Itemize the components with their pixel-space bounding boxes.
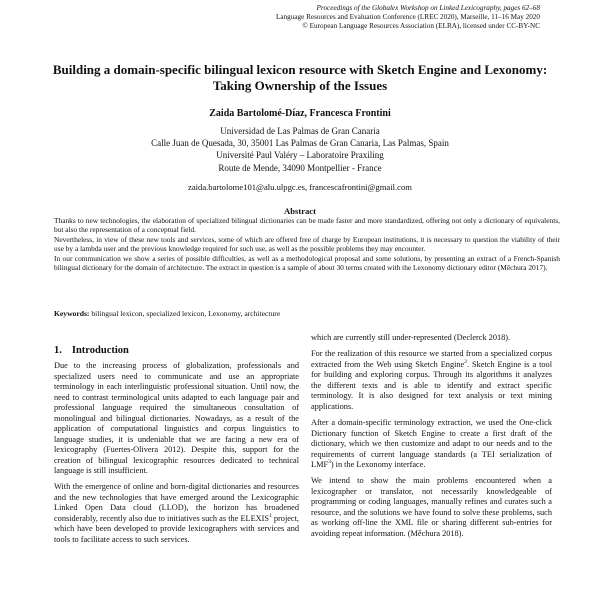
footnote-marker: 2 [464, 359, 467, 366]
right-column [311, 333, 552, 545]
affiliation-line: Université Paul Valéry – Laboratoire Praxiling [216, 150, 384, 161]
abstract-heading: Abstract [284, 206, 316, 216]
affiliation-line: Calle Juan de Quesada, 30, 35001 Las Palmas de Gran Canaria, Las Palmas, Spain [151, 138, 449, 149]
paper-title: Building a domain-specific bilingual lexicon resource with Sketch Engine and Lexonomy: Taking Ownership of the Issues [52, 62, 548, 93]
section-title: Introduction [71, 345, 129, 356]
affiliations [0, 125, 600, 174]
section-number: 1. [54, 345, 62, 356]
footnote-marker: 1 [269, 513, 272, 520]
body-paragraph [311, 418, 552, 470]
left-column [54, 346, 299, 551]
abstract-paragraph: In our communication we show a series of possible difficulties, as well as a methodological proposal and some solutions, by presenting an extract of a French-Spanish bilingual dictionary for the domain of architecture. The extract in question is a sample of about 30 terms created with the Lexonomy dictionary editor (Měchura 2017). [54, 254, 560, 273]
affiliation-line: Universidad de Las Palmas de Gran Canaria [220, 126, 380, 136]
body-paragraph: We intend to show the main problems encountered when a lexicographer or translator, not necessarily knowledgeable of programming or coding languages, manually refines and curates such a resource, and the solutions we have found to solve these problems, such as working off-line the XML file or sharing different sub-entries for avoiding repeat information. (Měchura 2018). [311, 476, 552, 538]
license-line: © European Language Resources Association (ELRA), licensed under CC-BY-NC [302, 22, 540, 31]
abstract-paragraph: Thanks to new technologies, the elaboration of specialized bilingual dictionaries can be made faster and more standardized, offering not only a dictionary of equivalents, but also the representation of a conceptual field. [54, 216, 560, 235]
keywords-label: Keywords: [54, 309, 90, 318]
conference-line: Language Resources and Evaluation Conference (LREC 2020), Marseille, 11–16 May 2020 [276, 13, 540, 22]
text-run: ) in the Lexonomy interface. [330, 459, 426, 469]
keywords-line [54, 309, 560, 318]
body-paragraph [311, 349, 552, 412]
text-run: With the emergence of online and born-digital dictionaries and resources and the new technologies that have emerged around the Lexicographic Linked Open Data cloud (LLOD), the horizon has broadened considerably, recently also due to initiatives such as the ELEXIS [54, 482, 299, 523]
affiliation-line: Route de Mende, 34090 Montpellier - France [218, 162, 382, 173]
section-heading [54, 346, 299, 356]
proceedings-line: Proceedings of the Globalex Workshop on Linked Lexicography, pages 62–68 [316, 4, 540, 12]
text-run: . Sketch Engine is a tool for building and exploring corpus. Through its algorithms it analyzes the different texts and is able to identify and extract specific terminology. It is also designed for text analysis or text mining applications. [311, 359, 552, 411]
abstract-paragraph: Nevertheless, in view of these new tools and services, some of which are offered free of charge by European institutions, it is necessary to question the viability of their use by a lambda user and the previous knowledge required for such use, as well as the possible problems they may encounter. [54, 235, 560, 254]
footnote-marker: 3 [328, 459, 331, 466]
abstract-body [54, 216, 560, 274]
text-run: After a domain-specific terminology extraction, we used the One-click Dictionary function of Sketch Engine to create a first draft of the dictionary, which we then customize and adapt to our needs and to the requirements of current language standards (a TEI serialization of LMF [311, 418, 552, 469]
proceedings-header [180, 4, 540, 32]
author-emails: zaida.bartolome101@alu.ulpgc.es, francescafrontini@gmail.com [188, 182, 412, 192]
body-paragraph: Due to the increasing process of globalization, professionals and specialized users need to communicate and use an appropriate terminology in each interlinguistic professional situation. Until now, the need to contrast terminological units adapted to each language pair and professional language required the simultaneous consultation of monolingual and bilingual dictionaries. Nowadays, as a result of the application of computational linguistics and corpus linguistics to language studies, it is undeniable that we are facing a new era of lexicography (Fuertes-Olivera 2012). Despite this, support for the creation of bilingual lexicographic resources dedicated to technical language is still insufficient. [54, 361, 299, 475]
body-paragraph [54, 482, 299, 545]
keywords-text: bilingual lexicon, specialized lexicon, Lexonomy, architecture [91, 309, 281, 318]
body-paragraph: which are currently still under-represented (Declerck 2018). [311, 333, 511, 342]
text-run: For the realization of this resource we started from a specialized corpus extracted from the Web using Sketch Engine [311, 349, 552, 369]
paper-authors: Zaida Bartolomé-Díaz, Francesca Frontini [209, 108, 391, 119]
text-run: project, which have been developed to provide lexicographers with services and tools to facilitate access to such services. [54, 513, 299, 544]
